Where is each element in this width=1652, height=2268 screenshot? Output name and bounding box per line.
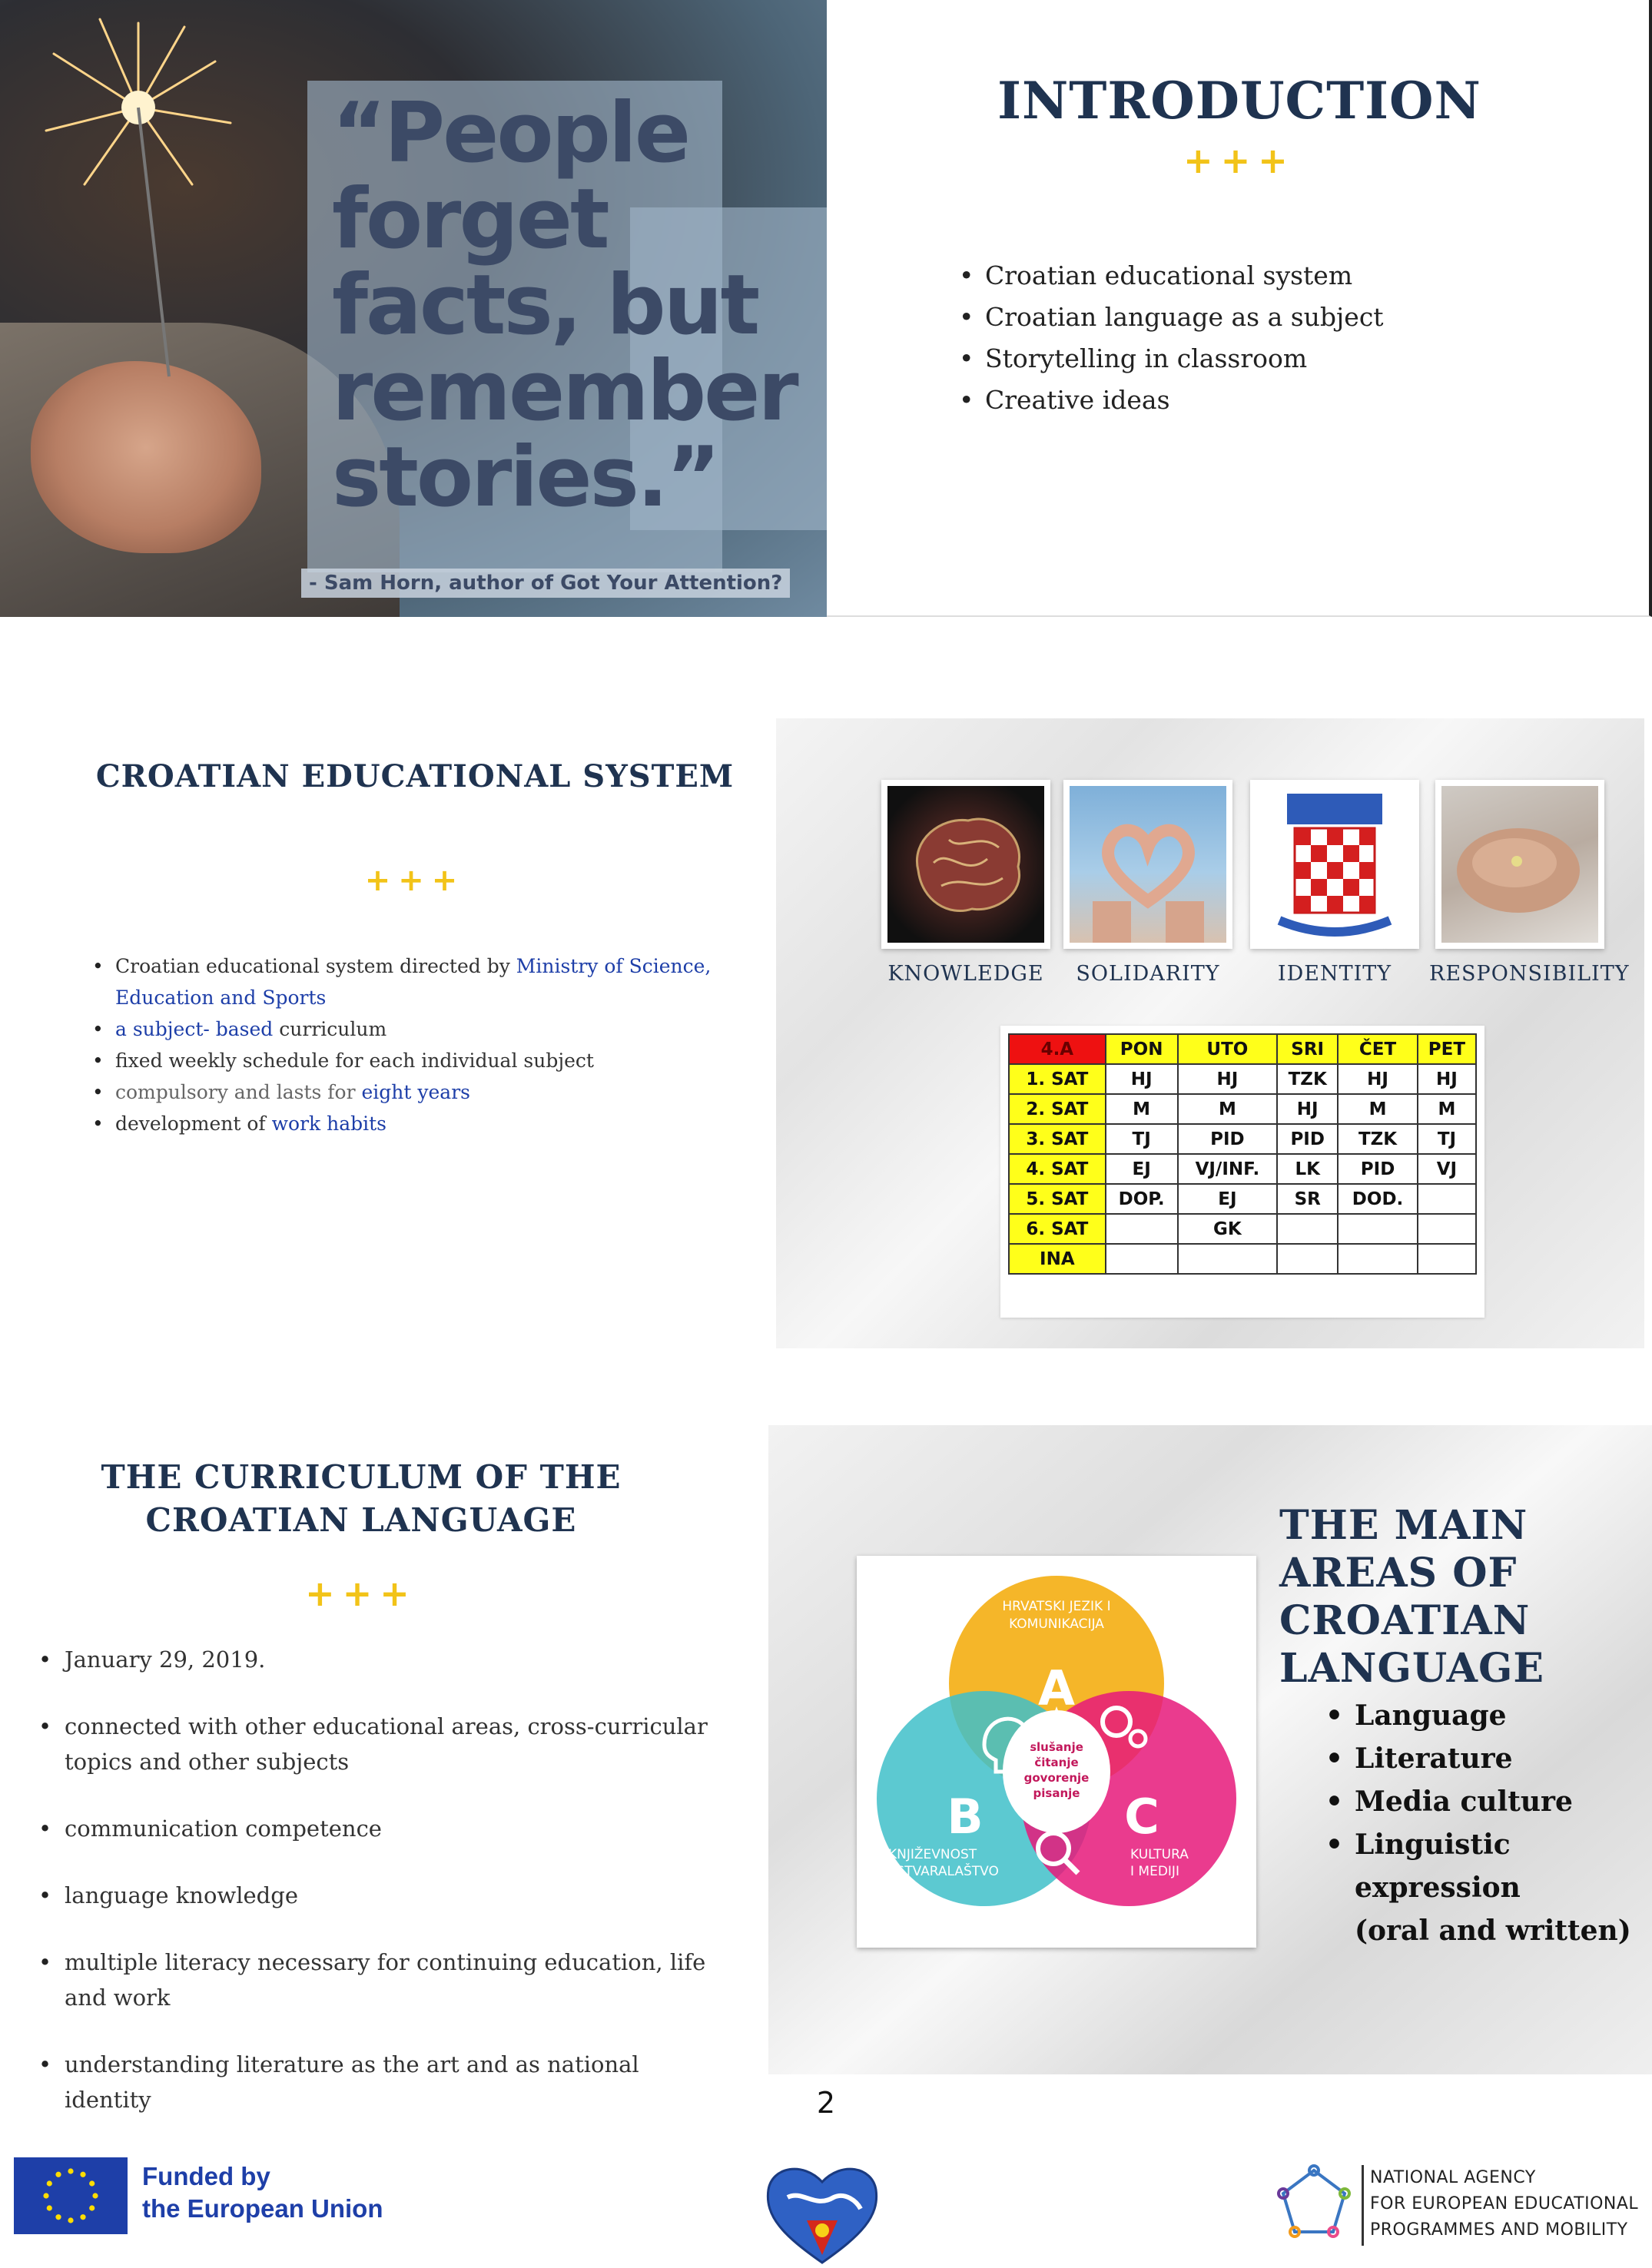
text-segment: Croatian educational system directed by xyxy=(115,955,516,977)
list-item: • fixed weekly schedule for each individual subject xyxy=(92,1045,768,1076)
list-item-text: Linguistic expression xyxy=(1355,1829,1521,1904)
venn-center-4: pisanje xyxy=(1033,1786,1080,1800)
national-agency-text: NATIONAL AGENCY FOR EUROPEAN EDUCATIONAL PROGRAMMES AND MOBILITY xyxy=(1370,2168,1639,2240)
table-cell xyxy=(1277,1214,1338,1244)
bullet-list xyxy=(38,1642,730,2149)
table-cell xyxy=(1277,1244,1338,1274)
eu-star xyxy=(47,2180,52,2186)
table-row xyxy=(1009,1064,1476,1094)
table-cell: DOD. xyxy=(1338,1184,1418,1214)
venn-center-1: slušanje xyxy=(1030,1740,1083,1754)
eu-star xyxy=(55,2172,61,2177)
text-segment: development of xyxy=(115,1112,272,1135)
eu-funding-text: Funded by the European Union xyxy=(142,2162,383,2223)
list-item xyxy=(1325,1823,1652,1952)
table-row-header: 5. SAT xyxy=(1009,1184,1106,1214)
quote-text: “People forget facts, but remember stories.” xyxy=(332,85,797,526)
table-cell: 4.A xyxy=(1009,1034,1106,1064)
table-cell: EJ xyxy=(1106,1154,1178,1184)
list-item: • Media culture xyxy=(1325,1780,1652,1823)
bullet-list xyxy=(959,255,1384,421)
slide-title: CROATIAN EDUCATIONAL SYSTEM xyxy=(95,758,735,794)
table-cell: TZK xyxy=(1277,1064,1338,1094)
list-item: • understanding literature as the art and as national identity xyxy=(38,2047,730,2117)
timetable-table xyxy=(1008,1033,1477,1275)
slide-introduction xyxy=(827,0,1652,617)
table-cell: TJ xyxy=(1106,1124,1178,1154)
table-row-header: INA xyxy=(1009,1244,1106,1274)
table-cell xyxy=(1418,1184,1476,1214)
table-row xyxy=(1009,1094,1476,1124)
eu-star xyxy=(89,2180,95,2186)
eu-star xyxy=(68,2168,73,2174)
list-item: • Croatian educational system xyxy=(959,255,1384,297)
venn-letter-c: C xyxy=(1124,1789,1159,1845)
eu-star xyxy=(43,2193,48,2198)
venn-label-b1: KNJIŽEVNOST xyxy=(888,1847,977,1862)
venn-center-2: čitanje xyxy=(1034,1756,1079,1769)
venn-label-c1: KULTURA xyxy=(1130,1847,1189,1862)
slide-educational-system xyxy=(31,718,799,1348)
table-cell: EJ xyxy=(1178,1184,1278,1214)
table-cell: M xyxy=(1418,1094,1476,1124)
venn-diagram-graphic xyxy=(869,1568,1244,1935)
table-row-header: 3. SAT xyxy=(1009,1124,1106,1154)
bullet-list xyxy=(92,950,768,1139)
table-cell: M xyxy=(1106,1094,1178,1124)
venn-letter-a: A xyxy=(1038,1660,1075,1716)
venn-center-3: govorenje xyxy=(1023,1771,1090,1785)
table-cell xyxy=(1178,1244,1278,1274)
table-row xyxy=(1009,1154,1476,1184)
highlight-text: Ministry of Science, Education and Sports xyxy=(115,955,712,1009)
list-item: • Croatian language as a subject xyxy=(959,297,1384,338)
brain-icon xyxy=(887,786,1044,943)
table-header-cell: SRI xyxy=(1277,1034,1338,1064)
venn-diagram xyxy=(857,1556,1256,1948)
venn-label-a1: HRVATSKI JEZIK I xyxy=(1002,1599,1111,1614)
table-row-header: 2. SAT xyxy=(1009,1094,1106,1124)
list-item: • Storytelling in classroom xyxy=(959,338,1384,380)
table-cell: HJ xyxy=(1106,1064,1178,1094)
venn-label-b2: I STVARALAŠTVO xyxy=(888,1864,999,1879)
eu-star xyxy=(89,2205,95,2210)
project-heart-logo xyxy=(761,2155,884,2266)
table-row-header: 1. SAT xyxy=(1009,1064,1106,1094)
table-cell: PID xyxy=(1178,1124,1278,1154)
list-item xyxy=(92,1108,768,1139)
eu-star xyxy=(55,2214,61,2220)
text-segment: compulsory and lasts for xyxy=(115,1081,362,1103)
page-number: 2 xyxy=(816,2086,836,2120)
card-label-knowledge: KNOWLEDGE xyxy=(887,962,1044,986)
quote-attribution: - Sam Horn, author of Got Your Attention? xyxy=(301,569,790,598)
slide-values-timetable xyxy=(776,718,1644,1348)
table-cell: VJ xyxy=(1418,1154,1476,1184)
list-item xyxy=(92,950,768,1013)
table-cell xyxy=(1418,1214,1476,1244)
list-item: • connected with other educational areas, cross-curricular topics and other subjects xyxy=(38,1709,730,1779)
slide-title: INTRODUCTION xyxy=(997,71,1481,131)
highlight-text: eight years xyxy=(361,1081,470,1103)
knowledge-image xyxy=(881,780,1050,949)
table-cell xyxy=(1418,1244,1476,1274)
national-agency-logo xyxy=(1268,2163,1360,2243)
table-cell xyxy=(1106,1244,1178,1274)
table-cell: PID xyxy=(1338,1154,1418,1184)
table-cell xyxy=(1106,1214,1178,1244)
list-item: • Literature xyxy=(1325,1737,1652,1780)
weekly-timetable xyxy=(1000,1026,1484,1318)
list-item: • Creative ideas xyxy=(959,380,1384,421)
venn-label-a2: KOMUNIKACIJA xyxy=(1009,1616,1104,1632)
table-header-cell: PON xyxy=(1106,1034,1178,1064)
slide-quote xyxy=(0,0,827,617)
identity-image xyxy=(1250,780,1419,949)
list-item-continuation: (oral and written) xyxy=(1355,1915,1631,1947)
table-row xyxy=(1009,1124,1476,1154)
eu-star xyxy=(80,2214,85,2220)
table-cell: GK xyxy=(1178,1214,1278,1244)
table-row xyxy=(1009,1244,1476,1274)
table-row xyxy=(1009,1184,1476,1214)
list-item: • communication competence xyxy=(38,1811,730,1846)
eu-star xyxy=(80,2172,85,2177)
heart-hands-icon xyxy=(1070,786,1226,943)
table-cell: TZK xyxy=(1338,1124,1418,1154)
list-item: • January 29, 2019. xyxy=(38,1642,730,1677)
table-header-cell: PET xyxy=(1418,1034,1476,1064)
table-row-header: 6. SAT xyxy=(1009,1214,1106,1244)
eu-star xyxy=(92,2193,98,2198)
list-item: • multiple literacy necessary for continuing education, life and work xyxy=(38,1945,730,2015)
table-cell: HJ xyxy=(1178,1064,1278,1094)
slide-title: THE MAIN AREAS OF CROATIAN LANGUAGE xyxy=(1279,1502,1544,1692)
decorative-crosses: +++ xyxy=(364,863,466,898)
decorative-crosses: +++ xyxy=(1183,140,1295,181)
venn-letter-b: B xyxy=(947,1789,984,1845)
table-row-header: 4. SAT xyxy=(1009,1154,1106,1184)
slide-main-areas xyxy=(768,1425,1652,2074)
table-cell: M xyxy=(1338,1094,1418,1124)
slide-title: THE CURRICULUM OF THE CROATIAN LANGUAGE xyxy=(101,1458,622,1539)
table-cell: LK xyxy=(1277,1154,1338,1184)
text-segment: curriculum xyxy=(273,1018,387,1040)
table-cell: HJ xyxy=(1277,1094,1338,1124)
croatian-coat-of-arms-icon xyxy=(1256,786,1413,943)
table-header-cell: ČET xyxy=(1338,1034,1418,1064)
table-cell: M xyxy=(1178,1094,1278,1124)
table-cell: SR xyxy=(1277,1184,1338,1214)
decorative-crosses: +++ xyxy=(305,1573,417,1614)
card-label-solidarity: SOLIDARITY xyxy=(1076,962,1220,986)
table-cell: HJ xyxy=(1338,1064,1418,1094)
slide-curriculum xyxy=(0,1425,768,2113)
highlight-text: work habits xyxy=(271,1112,387,1135)
list-item xyxy=(92,1013,768,1045)
table-row xyxy=(1009,1214,1476,1244)
table-cell: VJ/INF. xyxy=(1178,1154,1278,1184)
highlight-text: a subject- based xyxy=(115,1018,274,1040)
table-cell: HJ xyxy=(1418,1064,1476,1094)
table-header-cell: UTO xyxy=(1178,1034,1278,1064)
eu-flag-icon xyxy=(14,2157,128,2234)
table-cell xyxy=(1338,1214,1418,1244)
sparkler-icon xyxy=(38,15,238,200)
list-item xyxy=(92,1076,768,1108)
table-cell xyxy=(1338,1244,1418,1274)
responsibility-image xyxy=(1435,780,1604,949)
list-item: • language knowledge xyxy=(38,1878,730,1913)
eu-star xyxy=(47,2205,52,2210)
list-item: • Language xyxy=(1325,1694,1652,1737)
card-label-responsibility: RESPONSIBILITY xyxy=(1429,962,1630,986)
table-cell: PID xyxy=(1277,1124,1338,1154)
hands-with-flower-icon xyxy=(1441,786,1598,943)
table-cell: DOP. xyxy=(1106,1184,1178,1214)
table-row xyxy=(1009,1034,1476,1064)
solidarity-image xyxy=(1063,780,1232,949)
agency-divider xyxy=(1362,2165,1364,2246)
bullet-list xyxy=(1325,1694,1652,1952)
venn-label-c2: I MEDIJI xyxy=(1130,1864,1179,1879)
eu-star xyxy=(68,2217,73,2223)
card-label-identity: IDENTITY xyxy=(1277,962,1392,986)
table-cell: TJ xyxy=(1418,1124,1476,1154)
